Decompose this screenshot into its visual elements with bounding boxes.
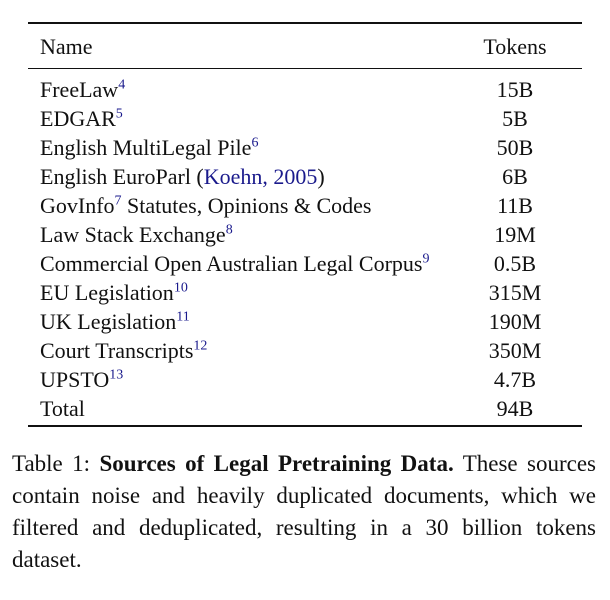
- source-name-suffix: ): [317, 164, 325, 189]
- table-row: [28, 336, 582, 365]
- source-name: GovInfo: [40, 193, 115, 218]
- caption-label: Table 1:: [12, 451, 100, 476]
- row-name: [28, 69, 448, 105]
- source-name: Court Transcripts: [40, 338, 194, 363]
- footnote-marker[interactable]: 12: [193, 338, 208, 354]
- sources-table: [28, 22, 582, 427]
- table-header-row: [28, 23, 582, 69]
- table-row: [28, 162, 582, 191]
- source-name: English MultiLegal Pile: [40, 135, 252, 160]
- table-row: [28, 249, 582, 278]
- footnote-marker[interactable]: 5: [115, 106, 123, 122]
- footnote-marker[interactable]: 6: [251, 135, 259, 151]
- table-bottom-rule: [28, 426, 582, 427]
- row-tokens: 94B: [496, 396, 534, 421]
- row-tokens: 5B: [502, 106, 528, 131]
- row-tokens: 315M: [488, 280, 542, 305]
- row-tokens: 190M: [488, 309, 542, 334]
- table-row: [28, 133, 582, 162]
- row-name: [28, 336, 448, 365]
- source-name: UK Legislation: [40, 309, 177, 334]
- row-name: [28, 220, 448, 249]
- header-tokens: Tokens: [483, 34, 547, 59]
- table-row: [28, 278, 582, 307]
- table-row-total: [28, 394, 582, 426]
- row-name: [28, 307, 448, 336]
- source-name: UPSTO: [40, 367, 110, 392]
- row-name: [28, 104, 448, 133]
- row-name: [28, 133, 448, 162]
- row-name: [28, 191, 448, 220]
- table-row: [28, 104, 582, 133]
- header-name: Name: [40, 34, 93, 59]
- row-tokens: 6B: [502, 164, 528, 189]
- row-tokens: 50B: [496, 135, 534, 160]
- row-name: [28, 249, 448, 278]
- row-name: [28, 162, 448, 191]
- footnote-marker[interactable]: 11: [176, 309, 190, 325]
- sources-table-container: [28, 22, 582, 427]
- row-name: [28, 365, 448, 394]
- caption-title: Sources of Legal Pretraining Data.: [99, 451, 454, 476]
- footnote-marker[interactable]: 9: [422, 251, 430, 267]
- table-row: [28, 220, 582, 249]
- row-tokens: 350M: [488, 338, 542, 363]
- table-row: [28, 191, 582, 220]
- footnote-marker[interactable]: 10: [173, 280, 188, 296]
- source-name: EU Legislation: [40, 280, 174, 305]
- table-row: [28, 307, 582, 336]
- source-name: EDGAR: [40, 106, 116, 131]
- row-name: [28, 394, 448, 426]
- table-row: [28, 69, 582, 105]
- row-tokens: 0.5B: [493, 251, 537, 276]
- footnote-marker[interactable]: 8: [225, 222, 233, 238]
- footnote-marker[interactable]: 13: [109, 367, 124, 383]
- table-row: [28, 365, 582, 394]
- source-name-prefix: English EuroParl (: [40, 164, 204, 189]
- table-caption: [12, 448, 596, 576]
- source-name: Commercial Open Australian Legal Corpus: [40, 251, 423, 276]
- row-tokens: 19M: [494, 222, 536, 247]
- source-name-suffix: Statutes, Opinions & Codes: [121, 193, 372, 218]
- row-tokens: 11B: [497, 193, 533, 218]
- source-name: Total: [40, 396, 85, 421]
- footnote-marker[interactable]: 7: [114, 193, 122, 209]
- row-tokens: 4.7B: [493, 367, 537, 392]
- row-name: [28, 278, 448, 307]
- source-name: Law Stack Exchange: [40, 222, 226, 247]
- citation-link[interactable]: Koehn, 2005: [203, 164, 318, 189]
- footnote-marker[interactable]: 4: [118, 77, 126, 93]
- source-name: FreeLaw: [40, 77, 119, 102]
- caption-text: These sources contain noise and heavily duplicated documents, which we filtered and deduplicated, resulting in a 30 billion tokens dataset.: [12, 451, 597, 572]
- row-tokens: 15B: [496, 77, 534, 102]
